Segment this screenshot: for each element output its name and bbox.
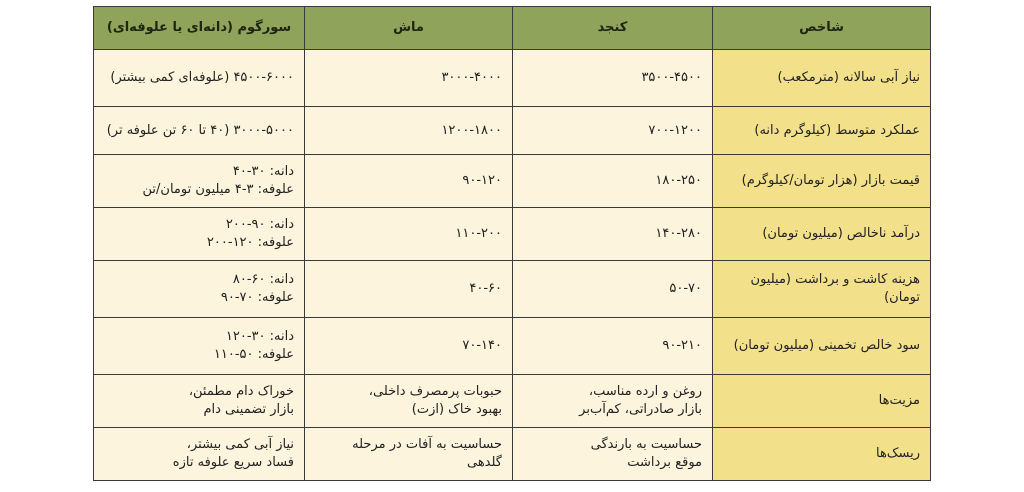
row-label: هزینه کاشت و برداشت (میلیون تومان) (713, 261, 931, 318)
sesame-cell: ۳۵۰۰-۴۵۰۰ (513, 50, 713, 107)
sorghum-cell: خوراک دام مطمئن، بازار تضمینی دام (94, 375, 305, 428)
sesame-cell: ۵۰-۷۰ (513, 261, 713, 318)
table-row (94, 318, 931, 375)
header-indicator: شاخص (713, 7, 931, 50)
mung-bean-cell: حبوبات پرمصرف داخلی، بهبود خاک (ازت) (305, 375, 513, 428)
sorghum-cell: دانه: ۹۰-۲۰۰ علوفه: ۱۲۰-۲۰۰ (94, 208, 305, 261)
mung-bean-cell: ۹۰-۱۲۰ (305, 155, 513, 208)
sesame-cell: ۷۰۰-۱۲۰۰ (513, 107, 713, 155)
comparison-table-container (93, 6, 930, 481)
sorghum-cell: ۴۵۰۰-۶۰۰۰ (علوفه‌ای کمی بیشتر) (94, 50, 305, 107)
sorghum-cell: نیاز آبی کمی بیشتر، فساد سریع علوفه تازه (94, 428, 305, 481)
sesame-cell: ۱۴۰-۲۸۰ (513, 208, 713, 261)
table-row (94, 107, 931, 155)
mung-bean-cell: ۷۰-۱۴۰ (305, 318, 513, 375)
comparison-table (93, 6, 931, 481)
mung-bean-cell: ۴۰-۶۰ (305, 261, 513, 318)
sesame-cell: ۹۰-۲۱۰ (513, 318, 713, 375)
header-row (94, 7, 931, 50)
mung-bean-cell: حساسیت به آفات در مرحله گلدهی (305, 428, 513, 481)
table-row (94, 208, 931, 261)
table-row (94, 50, 931, 107)
row-label: درآمد ناخالص (میلیون تومان) (713, 208, 931, 261)
mung-bean-cell: ۱۲۰۰-۱۸۰۰ (305, 107, 513, 155)
sorghum-cell: دانه: ۳۰-۴۰ علوفه: ۳-۴ میلیون تومان/تن (94, 155, 305, 208)
sorghum-cell: دانه: ۶۰-۸۰ علوفه: ۷۰-۹۰ (94, 261, 305, 318)
row-label: مزیت‌ها (713, 375, 931, 428)
row-label: سود خالص تخمینی (میلیون تومان) (713, 318, 931, 375)
table-row (94, 375, 931, 428)
mung-bean-cell: ۳۰۰۰-۴۰۰۰ (305, 50, 513, 107)
sorghum-cell: دانه: ۳۰-۱۲۰ علوفه: ۵۰-۱۱۰ (94, 318, 305, 375)
sesame-cell: ۱۸۰-۲۵۰ (513, 155, 713, 208)
header-sorghum: سورگوم (دانه‌ای یا علوفه‌ای) (94, 7, 305, 50)
row-label: قیمت بازار (هزار تومان/کیلوگرم) (713, 155, 931, 208)
sesame-cell: حساسیت به بارندگی موقع برداشت (513, 428, 713, 481)
header-sesame: کنجد (513, 7, 713, 50)
table-row (94, 155, 931, 208)
table-row (94, 428, 931, 481)
sorghum-cell: ۳۰۰۰-۵۰۰۰ (۴۰ تا ۶۰ تن علوفه تر) (94, 107, 305, 155)
table-row (94, 261, 931, 318)
header-mung-bean: ماش (305, 7, 513, 50)
row-label: نیاز آبی سالانه (مترمکعب) (713, 50, 931, 107)
row-label: عملکرد متوسط (کیلوگرم دانه) (713, 107, 931, 155)
mung-bean-cell: ۱۱۰-۲۰۰ (305, 208, 513, 261)
row-label: ریسک‌ها (713, 428, 931, 481)
sesame-cell: روغن و ارده مناسب، بازار صادراتی، کم‌آب‌بر (513, 375, 713, 428)
